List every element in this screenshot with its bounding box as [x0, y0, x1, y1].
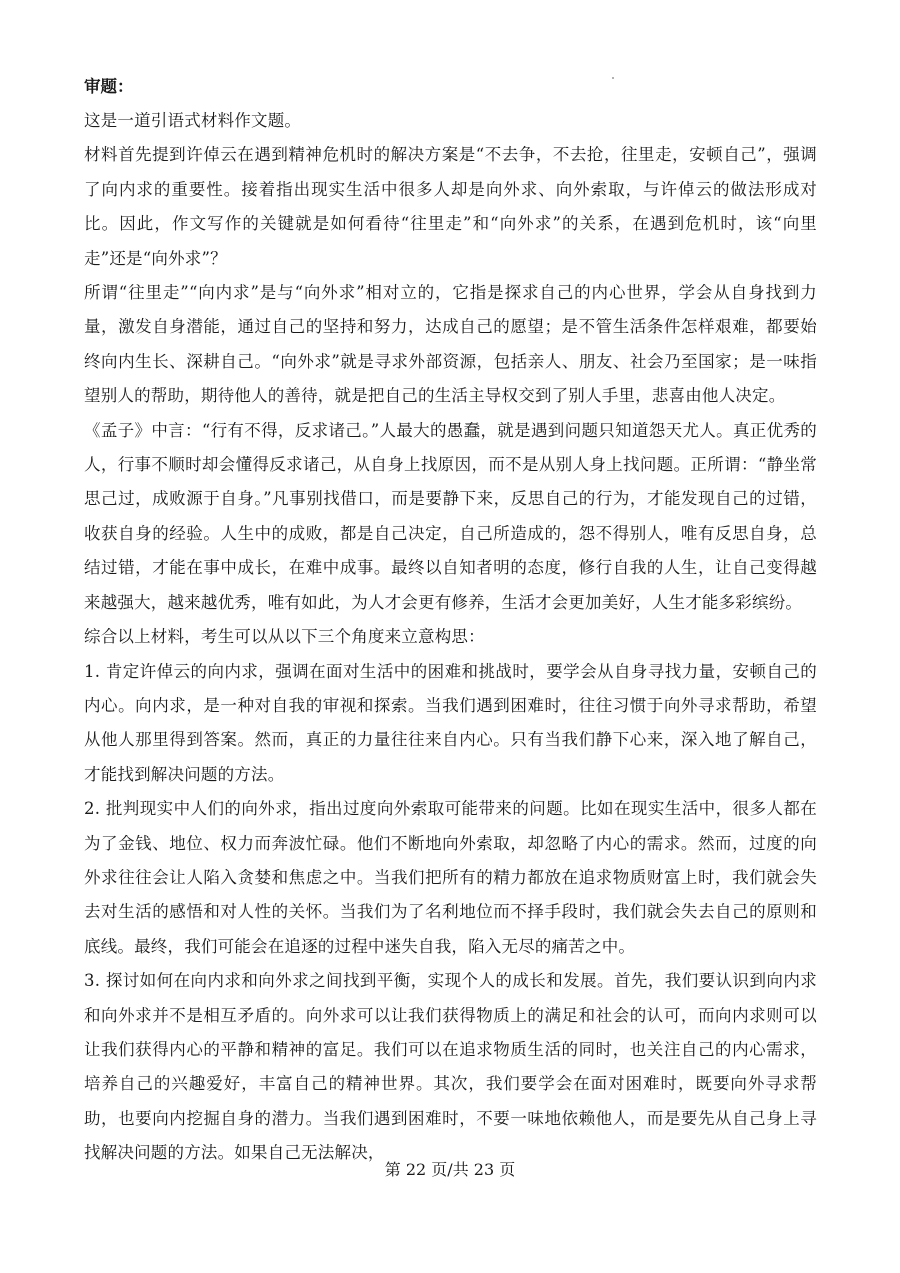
paragraph-definition: 所谓“往里走”“向内求”是与“向外求”相对立的，它指是探求自己的内心世界，学会从自身找到力量，激发自身潜能，通过自己的坚持和努力，达成自己的愿望；是不管生活条件怎样艰难，都要始终向内生长、深耕自己。“向外求”就是寻求外部资源，包括亲人、朋友、社会乃至国家；是一味指望别人的帮助，期待他人的善待，就是把自己的生活主导权交到了别人手里，悲喜由他人决定。	[84, 283, 817, 406]
paragraph-angle-3: 3. 探讨如何在向内求和向外求之间找到平衡，实现个人的成长和发展。首先，我们要认识到向内求和向外求并不是相互矛盾的。向外求可以让我们获得物质上的满足和社会的认可，而向内求则可以让我们获得内心的平静和精神的富足。我们可以在追求物质生活的同时，也关注自己的内心需求，培养自己的兴趣爱好，丰富自己的精神世界。其次，我们要学会在面对困难时，既要向外寻求帮助，也要向内挖掘自身的潜力。当我们遇到困难时，不要一味地依赖他人，而是要先从自己身上寻找解决问题的方法。如果自己无法解决，	[84, 971, 817, 1163]
document-body	[84, 70, 817, 1171]
paragraph-summary: 综合以上材料，考生可以从以下三个角度来立意构思：	[84, 627, 485, 647]
section-heading: 审题：	[84, 77, 134, 96]
page-number: 第 22 页/共 23 页	[384, 1160, 516, 1179]
paragraph-intro: 这是一道引语式材料作文题。	[84, 111, 302, 130]
paragraph-mencius: 《孟子》中言：“行有不得，反求诸己。”人最大的愚蠢，就是遇到问题只知道怨天尤人。真正优秀的人，行事不顺时却会懂得反求诸己，从自身上找原因，而不是从别人身上找问题。正所谓：“静坐常思己过，成败源于自身。”凡事别找借口，而是要静下来，反思自己的行为，才能发现自己的过错，收获自身的经验。人生中的成败，都是自己决定，自己所造成的，怨不得别人，唯有反思自身，总结过错，才能在事中成长，在难中成事。最终以自知者明的态度，修行自我的人生，让自己变得越来越强大，越来越优秀，唯有如此，为人才会更有修养，生活才会更加美好，人生才能多彩缤纷。	[84, 420, 817, 612]
paragraph-angle-2: 2. 批判现实中人们的向外求，指出过度向外索取可能带来的问题。比如在现实生活中，很多人都在为了金钱、地位、权力而奔波忙碌。他们不断地向外索取，却忽略了内心的需求。然而，过度的向外求往往会让人陷入贪婪和焦虑之中。当我们把所有的精力都放在追求物质财富上时，我们就会失去对生活的感悟和对人性的关怀。当我们为了名利地位而不择手段时，我们就会失去自己的原则和底线。最终，我们可能会在追逐的过程中迷失自我，陷入无尽的痛苦之中。	[84, 799, 817, 956]
paragraph-material: 材料首先提到许倬云在遇到精神危机时的解决方案是“不去争，不去抢，往里走，安顿自己”，强调了向内求的重要性。接着指出现实生活中很多人却是向外求、向外索取，与许倬云的做法形成对比。因此，作文写作的关键就是如何看待“往里走”和“向外求”的关系，在遇到危机时，该“向里走”还是“向外求”？	[84, 145, 817, 268]
paragraph-angle-1: 1. 肯定许倬云的向内求，强调在面对生活中的困难和挑战时，要学会从自身寻找力量，安顿自己的内心。向内求，是一种对自我的审视和探索。当我们遇到困难时，往往习惯于向外寻求帮助，希望从他人那里得到答案。然而，真正的力量往往来自内心。只有当我们静下心来，深入地了解自己，才能找到解决问题的方法。	[84, 661, 817, 784]
